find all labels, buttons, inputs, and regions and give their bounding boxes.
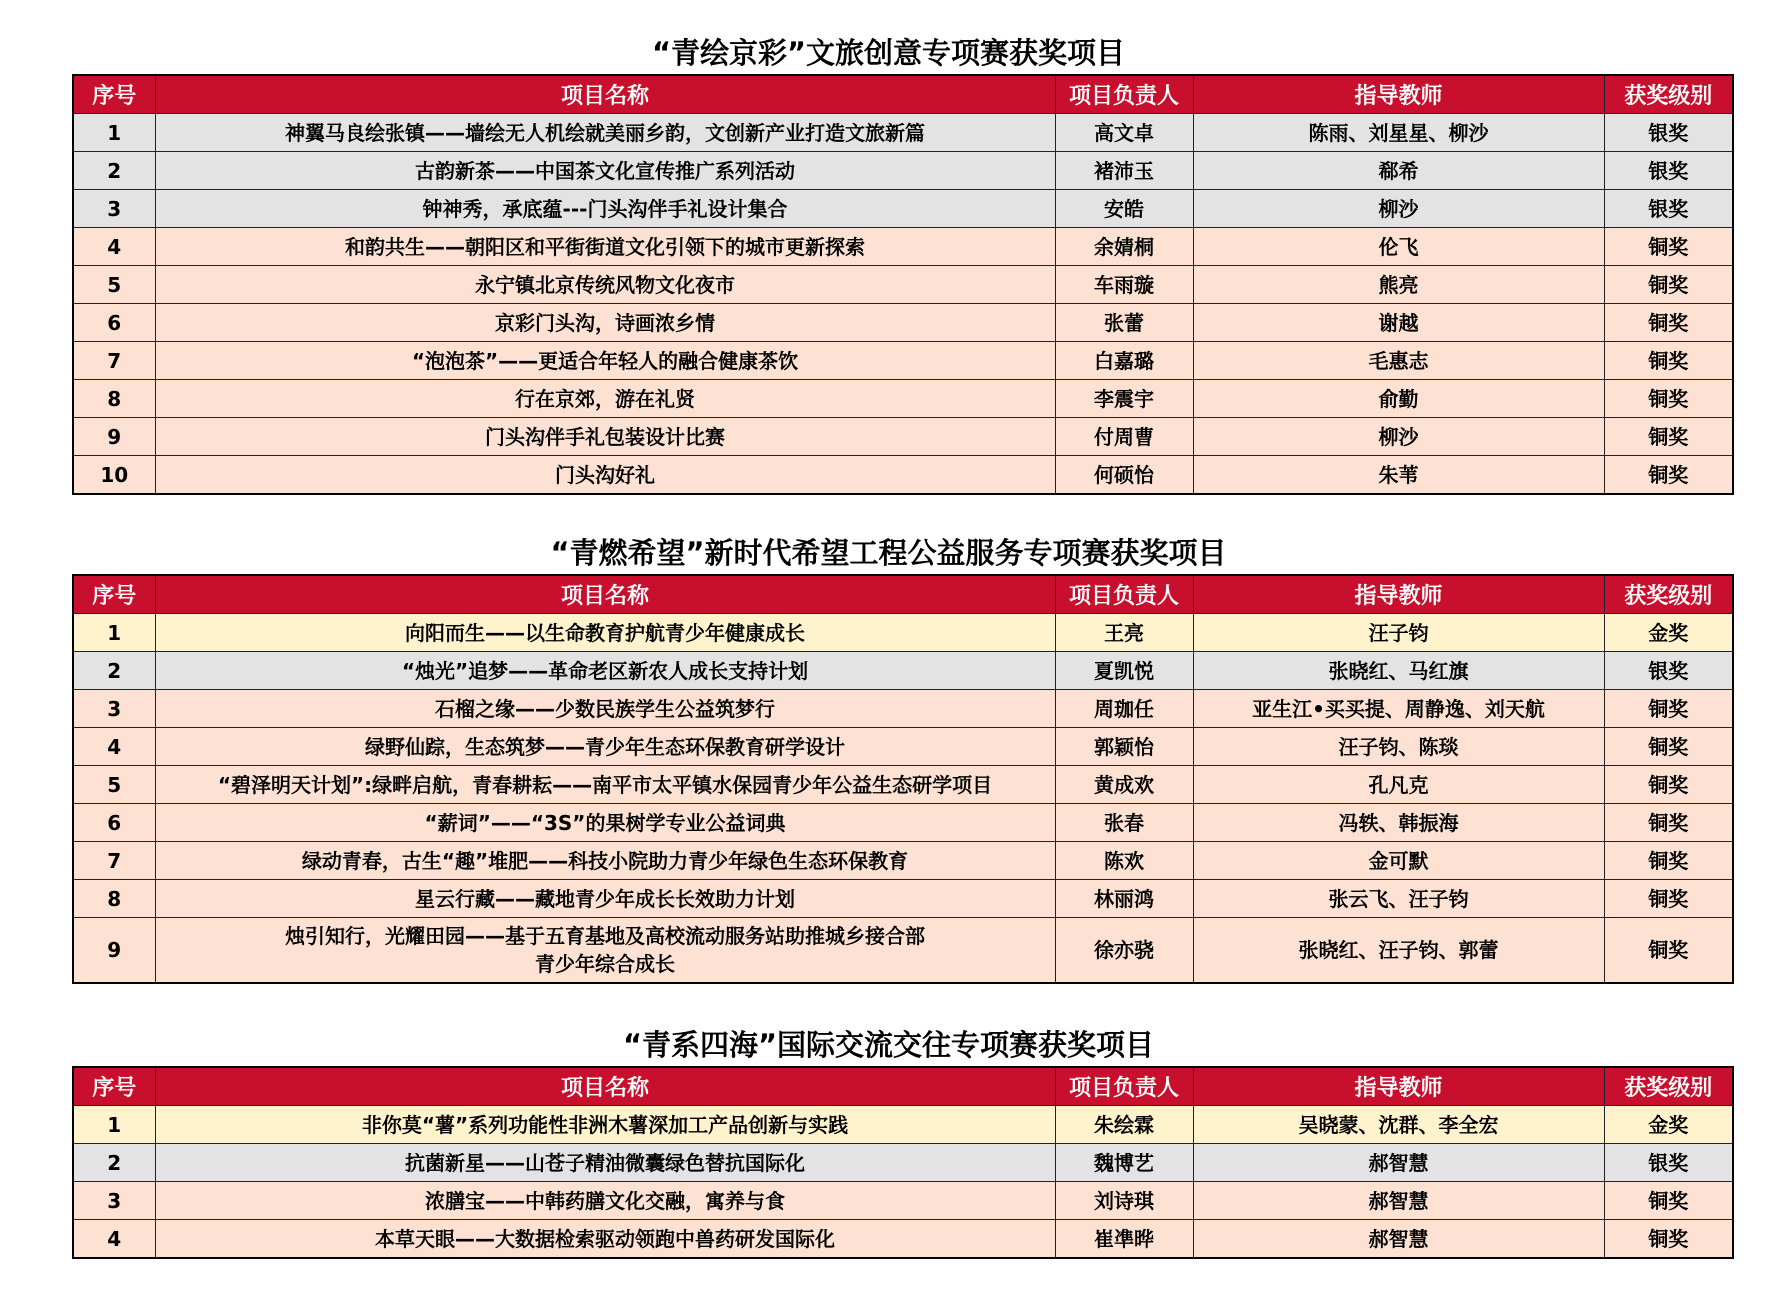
cell-num: 7 bbox=[73, 842, 155, 880]
table-row bbox=[73, 1144, 1733, 1182]
cell-num: 6 bbox=[73, 304, 155, 342]
section-title-public-welfare: “青燃希望”新时代希望工程公益服务专项赛获奖项目 bbox=[550, 536, 1227, 570]
cell-leader: 王亮 bbox=[1055, 614, 1193, 652]
header-num: 序号 bbox=[73, 75, 155, 114]
cell-leader: 周珈任 bbox=[1055, 690, 1193, 728]
section-title-culture-tourism: “青绘京彩”文旅创意专项赛获奖项目 bbox=[651, 36, 1126, 70]
cell-teacher: 汪子钧、陈琰 bbox=[1193, 728, 1604, 766]
award-table-international-exchange bbox=[72, 1066, 1734, 1259]
award-table-public-welfare bbox=[72, 574, 1734, 984]
cell-level: 铜奖 bbox=[1604, 418, 1733, 456]
cell-level: 银奖 bbox=[1604, 114, 1733, 152]
cell-level: 铜奖 bbox=[1604, 880, 1733, 918]
cell-num: 8 bbox=[73, 880, 155, 918]
cell-teacher: 张云飞、汪子钧 bbox=[1193, 880, 1604, 918]
cell-num: 4 bbox=[73, 228, 155, 266]
table-header-row bbox=[73, 75, 1733, 114]
cell-leader: 安皓 bbox=[1055, 190, 1193, 228]
cell-num: 1 bbox=[73, 114, 155, 152]
cell-teacher: 俞勤 bbox=[1193, 380, 1604, 418]
cell-level: 铜奖 bbox=[1604, 266, 1733, 304]
cell-project-name: 神翼马良绘张镇——墙绘无人机绘就美丽乡韵，文创新产业打造文旅新篇 bbox=[155, 114, 1055, 152]
cell-leader: 崔凖晔 bbox=[1055, 1220, 1193, 1259]
cell-num: 6 bbox=[73, 804, 155, 842]
cell-project-name: 非你莫“薯”系列功能性非洲木薯深加工产品创新与实践 bbox=[155, 1106, 1055, 1144]
cell-num: 3 bbox=[73, 190, 155, 228]
cell-level: 金奖 bbox=[1604, 614, 1733, 652]
header-teacher: 指导教师 bbox=[1193, 1067, 1604, 1106]
cell-project-name: 石榴之缘——少数民族学生公益筑梦行 bbox=[155, 690, 1055, 728]
cell-leader: 林丽鸿 bbox=[1055, 880, 1193, 918]
cell-project-name: 门头沟好礼 bbox=[155, 456, 1055, 495]
table-row bbox=[73, 418, 1733, 456]
table-row bbox=[73, 228, 1733, 266]
cell-leader: 张蕾 bbox=[1055, 304, 1193, 342]
cell-leader: 付周曹 bbox=[1055, 418, 1193, 456]
table-row bbox=[73, 652, 1733, 690]
cell-teacher: 汪子钧 bbox=[1193, 614, 1604, 652]
cell-leader: 高文卓 bbox=[1055, 114, 1193, 152]
cell-num: 4 bbox=[73, 728, 155, 766]
cell-teacher: 郝智慧 bbox=[1193, 1182, 1604, 1220]
cell-num: 4 bbox=[73, 1220, 155, 1259]
cell-teacher: 柳沙 bbox=[1193, 190, 1604, 228]
cell-level: 铜奖 bbox=[1604, 342, 1733, 380]
table-row bbox=[73, 842, 1733, 880]
cell-num: 9 bbox=[73, 418, 155, 456]
cell-teacher: 朱苇 bbox=[1193, 456, 1604, 495]
cell-project-name: “碧泽明天计划”:绿畔启航，青春耕耘——南平市太平镇水保园青少年公益生态研学项目 bbox=[155, 766, 1055, 804]
cell-leader: 黄成欢 bbox=[1055, 766, 1193, 804]
cell-project-name: 本草天眼——大数据检索驱动领跑中兽药研发国际化 bbox=[155, 1220, 1055, 1259]
cell-level: 铜奖 bbox=[1604, 728, 1733, 766]
cell-level: 银奖 bbox=[1604, 1144, 1733, 1182]
header-level: 获奖级别 bbox=[1604, 75, 1733, 114]
cell-project-name: 绿野仙踪，生态筑梦——青少年生态环保教育研学设计 bbox=[155, 728, 1055, 766]
cell-project-name: 钟神秀，承底蕴---门头沟伴手礼设计集合 bbox=[155, 190, 1055, 228]
cell-project-name: 向阳而生——以生命教育护航青少年健康成长 bbox=[155, 614, 1055, 652]
cell-teacher: 金可默 bbox=[1193, 842, 1604, 880]
cell-num: 2 bbox=[73, 1144, 155, 1182]
cell-level: 铜奖 bbox=[1604, 1182, 1733, 1220]
table-row bbox=[73, 804, 1733, 842]
cell-leader: 何硕怡 bbox=[1055, 456, 1193, 495]
header-level: 获奖级别 bbox=[1604, 1067, 1733, 1106]
table-row bbox=[73, 880, 1733, 918]
cell-level: 铜奖 bbox=[1604, 228, 1733, 266]
cell-project-name: 浓膳宝——中韩药膳文化交融，寓养与食 bbox=[155, 1182, 1055, 1220]
cell-teacher: 冯轶、韩振海 bbox=[1193, 804, 1604, 842]
cell-project-name: 行在京郊，游在礼贤 bbox=[155, 380, 1055, 418]
cell-level: 铜奖 bbox=[1604, 766, 1733, 804]
table-row bbox=[73, 152, 1733, 190]
cell-level: 铜奖 bbox=[1604, 690, 1733, 728]
header-project-name: 项目名称 bbox=[155, 1067, 1055, 1106]
cell-level: 铜奖 bbox=[1604, 918, 1733, 984]
cell-teacher: 张晓红、汪子钧、郭蕾 bbox=[1193, 918, 1604, 984]
cell-level: 铜奖 bbox=[1604, 456, 1733, 495]
header-level: 获奖级别 bbox=[1604, 575, 1733, 614]
cell-leader: 车雨璇 bbox=[1055, 266, 1193, 304]
table-row bbox=[73, 380, 1733, 418]
cell-num: 5 bbox=[73, 266, 155, 304]
cell-level: 铜奖 bbox=[1604, 842, 1733, 880]
table-row bbox=[73, 1106, 1733, 1144]
cell-num: 2 bbox=[73, 152, 155, 190]
cell-project-name: 永宁镇北京传统风物文化夜市 bbox=[155, 266, 1055, 304]
cell-level: 银奖 bbox=[1604, 190, 1733, 228]
table-row bbox=[73, 728, 1733, 766]
table-row bbox=[73, 342, 1733, 380]
header-num: 序号 bbox=[73, 575, 155, 614]
table-row bbox=[73, 266, 1733, 304]
cell-leader: 白嘉璐 bbox=[1055, 342, 1193, 380]
cell-teacher: 郗希 bbox=[1193, 152, 1604, 190]
table-row bbox=[73, 456, 1733, 495]
cell-num: 3 bbox=[73, 1182, 155, 1220]
cell-leader: 朱绘霖 bbox=[1055, 1106, 1193, 1144]
section-title-international-exchange: “青系四海”国际交流交往专项赛获奖项目 bbox=[622, 1028, 1155, 1062]
cell-project-name: “泡泡茶”——更适合年轻人的融合健康茶饮 bbox=[155, 342, 1055, 380]
cell-project-name: 和韵共生——朝阳区和平街街道文化引领下的城市更新探索 bbox=[155, 228, 1055, 266]
cell-project-name: 抗菌新星——山苍子精油微囊绿色替抗国际化 bbox=[155, 1144, 1055, 1182]
table-row bbox=[73, 1220, 1733, 1259]
cell-project-name: 绿动青春，古生“趣”堆肥——科技小院助力青少年绿色生态环保教育 bbox=[155, 842, 1055, 880]
cell-level: 铜奖 bbox=[1604, 1220, 1733, 1259]
cell-num: 1 bbox=[73, 1106, 155, 1144]
cell-leader: 刘诗琪 bbox=[1055, 1182, 1193, 1220]
cell-teacher: 毛惠志 bbox=[1193, 342, 1604, 380]
cell-level: 银奖 bbox=[1604, 152, 1733, 190]
cell-teacher: 郝智慧 bbox=[1193, 1220, 1604, 1259]
cell-leader: 陈欢 bbox=[1055, 842, 1193, 880]
cell-num: 7 bbox=[73, 342, 155, 380]
award-table-culture-tourism bbox=[72, 74, 1734, 495]
cell-level: 铜奖 bbox=[1604, 304, 1733, 342]
header-project-name: 项目名称 bbox=[155, 575, 1055, 614]
cell-project-name: “烛光”追梦——革命老区新农人成长支持计划 bbox=[155, 652, 1055, 690]
cell-project-name: 星云行藏——藏地青少年成长长效助力计划 bbox=[155, 880, 1055, 918]
cell-project-name: 门头沟伴手礼包装设计比赛 bbox=[155, 418, 1055, 456]
table-row bbox=[73, 918, 1733, 984]
table-row bbox=[73, 304, 1733, 342]
table-row bbox=[73, 690, 1733, 728]
header-leader: 项目负责人 bbox=[1055, 575, 1193, 614]
header-project-name: 项目名称 bbox=[155, 75, 1055, 114]
cell-project-name: 古韵新茶——中国茶文化宣传推广系列活动 bbox=[155, 152, 1055, 190]
table-row bbox=[73, 190, 1733, 228]
table-row bbox=[73, 1182, 1733, 1220]
cell-num: 3 bbox=[73, 690, 155, 728]
cell-teacher: 柳沙 bbox=[1193, 418, 1604, 456]
table-header-row bbox=[73, 1067, 1733, 1106]
cell-leader: 夏凯悦 bbox=[1055, 652, 1193, 690]
cell-level: 金奖 bbox=[1604, 1106, 1733, 1144]
cell-teacher: 谢越 bbox=[1193, 304, 1604, 342]
header-teacher: 指导教师 bbox=[1193, 575, 1604, 614]
cell-teacher: 亚生江•买买提、周静逸、刘天航 bbox=[1193, 690, 1604, 728]
cell-leader: 褚沛玉 bbox=[1055, 152, 1193, 190]
cell-leader: 郭颖怡 bbox=[1055, 728, 1193, 766]
cell-num: 8 bbox=[73, 380, 155, 418]
cell-teacher: 郝智慧 bbox=[1193, 1144, 1604, 1182]
header-teacher: 指导教师 bbox=[1193, 75, 1604, 114]
cell-teacher: 伦飞 bbox=[1193, 228, 1604, 266]
cell-teacher: 孔凡克 bbox=[1193, 766, 1604, 804]
cell-project-name bbox=[155, 918, 1055, 984]
table-row bbox=[73, 614, 1733, 652]
cell-leader: 魏博艺 bbox=[1055, 1144, 1193, 1182]
cell-num: 10 bbox=[73, 456, 155, 495]
cell-leader: 李震宇 bbox=[1055, 380, 1193, 418]
header-num: 序号 bbox=[73, 1067, 155, 1106]
header-leader: 项目负责人 bbox=[1055, 75, 1193, 114]
cell-teacher: 张晓红、马红旗 bbox=[1193, 652, 1604, 690]
cell-leader: 张春 bbox=[1055, 804, 1193, 842]
cell-num: 5 bbox=[73, 766, 155, 804]
cell-teacher: 熊亮 bbox=[1193, 266, 1604, 304]
cell-teacher: 陈雨、刘星星、柳沙 bbox=[1193, 114, 1604, 152]
cell-num: 1 bbox=[73, 614, 155, 652]
cell-project-name: “薪词”——“3S”的果树学专业公益词典 bbox=[155, 804, 1055, 842]
cell-level: 铜奖 bbox=[1604, 804, 1733, 842]
cell-project-name-line2: 青少年综合成长 bbox=[535, 952, 675, 976]
cell-num: 9 bbox=[73, 918, 155, 984]
cell-teacher: 吴晓蒙、沈群、李全宏 bbox=[1193, 1106, 1604, 1144]
cell-level: 铜奖 bbox=[1604, 380, 1733, 418]
header-leader: 项目负责人 bbox=[1055, 1067, 1193, 1106]
cell-num: 2 bbox=[73, 652, 155, 690]
cell-level: 银奖 bbox=[1604, 652, 1733, 690]
cell-project-name: 京彩门头沟，诗画浓乡情 bbox=[155, 304, 1055, 342]
cell-leader: 徐亦骁 bbox=[1055, 918, 1193, 984]
table-row bbox=[73, 766, 1733, 804]
cell-leader: 余婧桐 bbox=[1055, 228, 1193, 266]
table-row bbox=[73, 114, 1733, 152]
table-header-row bbox=[73, 575, 1733, 614]
cell-project-name-line1: 烛引知行，光耀田园——基于五育基地及高校流动服务站助推城乡接合部 bbox=[285, 924, 925, 948]
